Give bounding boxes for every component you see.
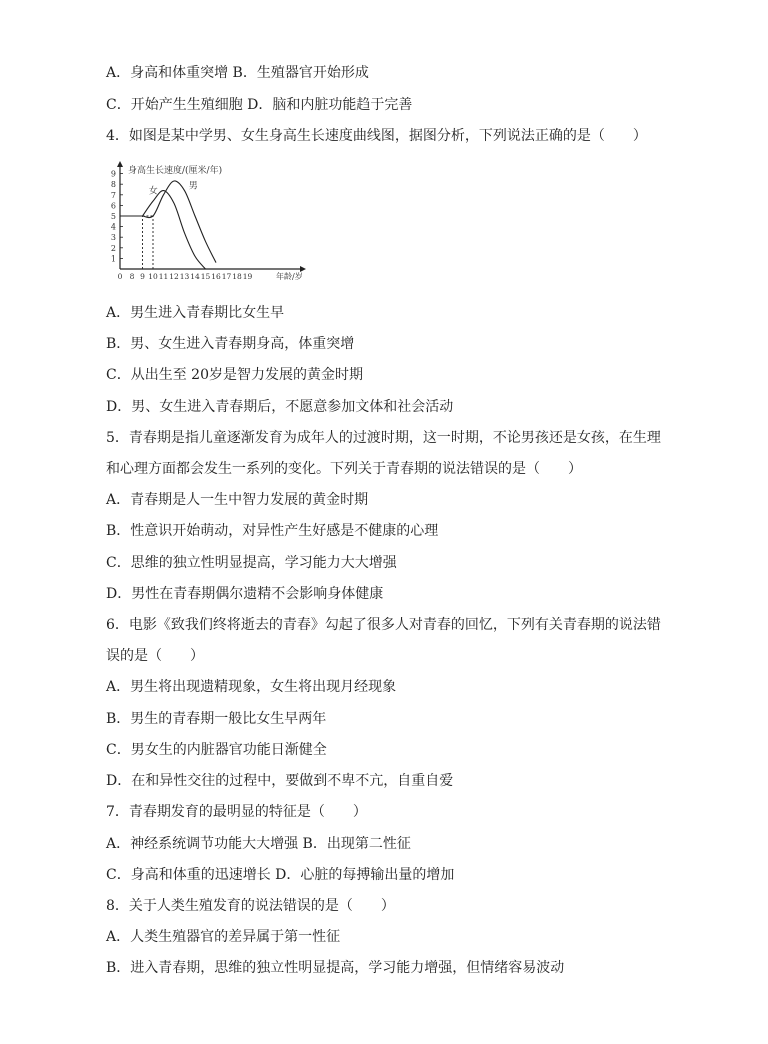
question-6-stem-line-1: 6．电影《致我们终将逝去的青春》勾起了很多人对青春的回忆，下列有关青春期的说法错 xyxy=(106,617,661,633)
x-tick-label: 11 xyxy=(158,272,169,281)
y-tick-label: 9 xyxy=(110,169,116,179)
y-tick-label: 4 xyxy=(110,222,116,232)
question-5-stem-line-1: 5．青春期是指儿童逐渐发育为成年人的过渡时期，这一时期，不论男孩还是女孩，在生理 xyxy=(106,430,661,446)
y-axis-arrow xyxy=(117,161,123,167)
series-line-female xyxy=(143,191,206,269)
y-tick-label: 3 xyxy=(110,233,116,243)
x-tick-label: 15 xyxy=(200,272,211,281)
y-tick-label: 8 xyxy=(110,180,116,190)
series-label-male: 男 xyxy=(188,181,198,192)
height-growth-rate-chart xyxy=(104,160,314,288)
question-5-option-a: A．青春期是人一生中智力发展的黄金时期 xyxy=(106,492,369,508)
x-tick-label: 12 xyxy=(169,272,179,281)
question-5-option-c: C．思维的独立性明显提高，学习能力大大增强 xyxy=(106,555,397,571)
y-tick-label: 7 xyxy=(110,190,116,200)
question-4-option-a: A．男生进入青春期比女生早 xyxy=(106,305,285,321)
question-6-option-d: D．在和异性交往的过程中，要做到不卑不亢，自重自爱 xyxy=(106,773,454,789)
question-5-option-b: B．性意识开始萌动，对异性产生好感是不健康的心理 xyxy=(106,523,439,539)
x-tick-label: 8 xyxy=(129,272,135,281)
question-8-option-b: B．进入青春期，思维的独立性明显提高，学习能力增强，但情绪容易波动 xyxy=(106,960,565,976)
x-tick-label: 16 xyxy=(211,272,221,281)
text-line-2: C．开始产生生殖细胞 D．脑和内脏功能趋于完善 xyxy=(106,97,413,113)
question-4-option-d: D．男、女生进入青春期后，不愿意参加文体和社会活动 xyxy=(106,399,454,415)
question-7-stem: 7．青春期发育的最明显的特征是（ ） xyxy=(106,804,367,820)
question-6-option-b: B．男生的青春期一般比女生早两年 xyxy=(106,711,327,727)
question-5-option-d: D．男性在青春期偶尔遗精不会影响身体健康 xyxy=(106,586,384,602)
y-tick-label: 5 xyxy=(110,212,116,221)
question-5-stem-line-2: 和心理方面都会发生一系列的变化。下列关于青春期的说法错误的是（ ） xyxy=(106,461,582,477)
question-7-options-cd: C．身高和体重的迅速增长 D．心脏的每搏输出量的增加 xyxy=(106,867,455,883)
question-6-stem-line-2: 误的是（ ） xyxy=(106,648,204,664)
y-tick-label: 1 xyxy=(110,254,116,264)
x-tick-label: 10 xyxy=(148,272,158,281)
x-tick-label: 14 xyxy=(190,272,200,281)
x-tick-label: 9 xyxy=(140,272,145,281)
chart-svg xyxy=(104,160,314,288)
question-4-stem: 4．如图是某中学男、女生身高生长速度曲线图，据图分析，下列说法正确的是（ ） xyxy=(106,128,647,144)
y-axis-label: 身高生长速度/(厘米/年) xyxy=(128,166,223,176)
question-7-options-ab: A．神经系统调节功能大大增强 B．出现第二性征 xyxy=(106,836,411,852)
y-tick-label: 2 xyxy=(110,243,116,253)
y-tick-label: 6 xyxy=(110,201,116,211)
question-8-option-a: A．人类生殖器官的差异属于第一性征 xyxy=(106,929,341,945)
x-tick-label: 19 xyxy=(242,272,253,281)
question-8-stem: 8．关于人类生殖发育的说法错误的是（ ） xyxy=(106,898,395,914)
question-4-option-c: C．从出生至 20岁是智力发展的黄金时期 xyxy=(106,367,363,383)
question-4-option-b: B．男、女生进入青春期身高，体重突增 xyxy=(106,336,355,352)
x-tick-label: 0 xyxy=(117,272,123,281)
x-tick-label: 18 xyxy=(232,272,242,281)
series-label-female: 女 xyxy=(148,186,158,197)
question-6-option-a: A．男生将出现遗精现象，女生将出现月经现象 xyxy=(106,679,397,695)
x-tick-label: 13 xyxy=(179,272,190,281)
text-line-1: A．身高和体重突增 B．生殖器官开始形成 xyxy=(106,65,369,81)
question-6-option-c: C．男女生的内脏器官功能日渐健全 xyxy=(106,742,327,758)
x-axis-label: 年龄/岁 xyxy=(276,272,303,281)
x-tick-label: 17 xyxy=(221,272,232,281)
